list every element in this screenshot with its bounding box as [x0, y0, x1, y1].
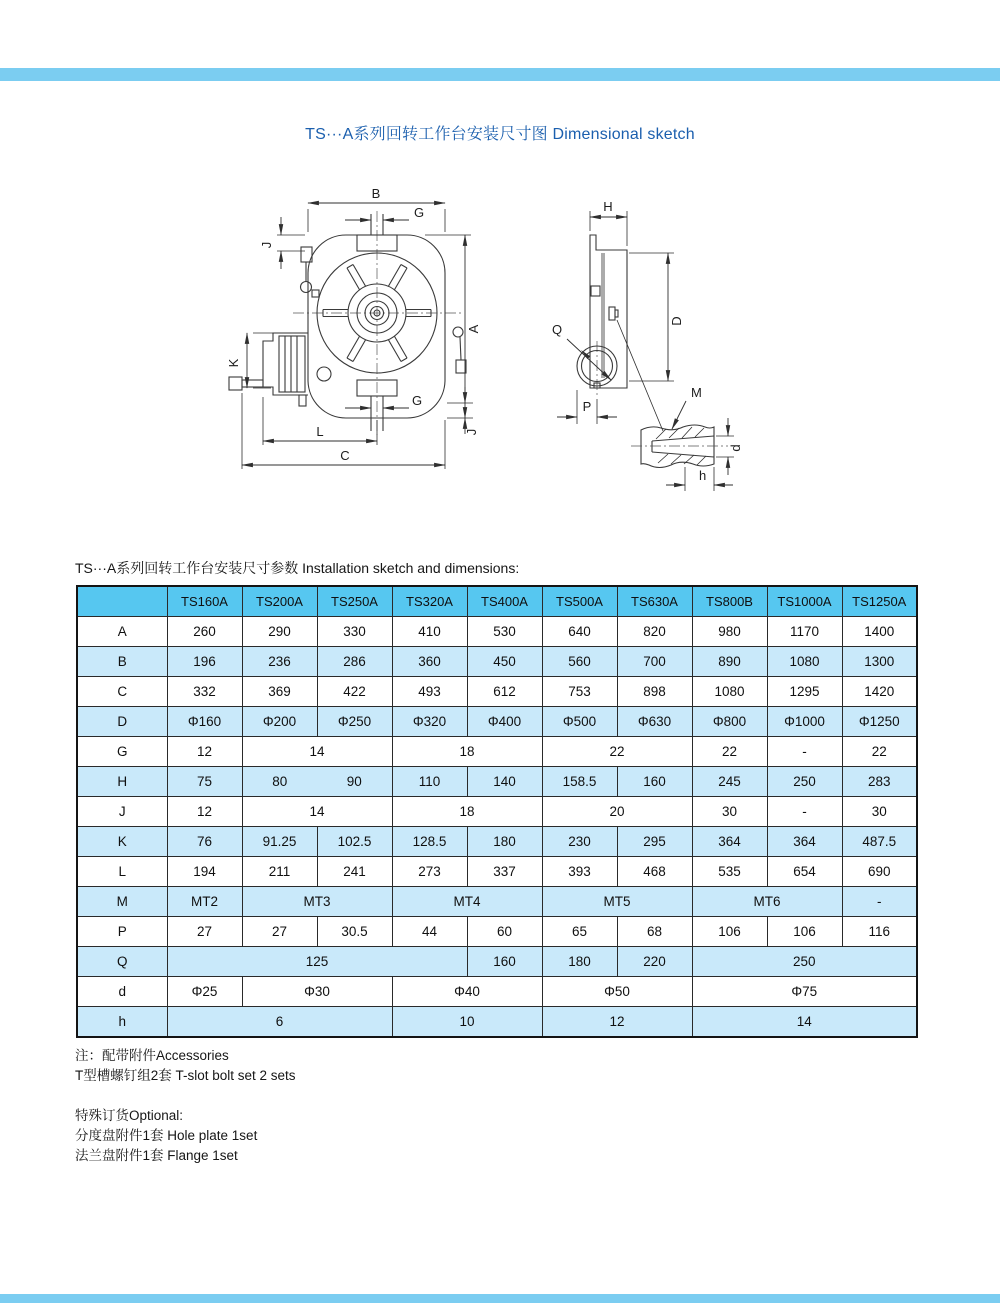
table-cell: 1420	[842, 677, 917, 707]
row-label-a: A	[77, 617, 167, 647]
row-label-p: P	[77, 917, 167, 947]
table-cell: Φ500	[542, 707, 617, 737]
table-row-a	[77, 617, 917, 647]
dim-label-c: C	[340, 448, 350, 463]
table-cell: 236	[242, 647, 317, 677]
table-row-m	[77, 887, 917, 917]
row-label-h: h	[77, 1007, 167, 1038]
table-row-l	[77, 857, 917, 887]
column-header-ts630a: TS630A	[617, 586, 692, 617]
table-cell: 640	[542, 617, 617, 647]
table-cell: 27	[242, 917, 317, 947]
table-cell: 410	[392, 617, 467, 647]
table-row-b	[77, 647, 917, 677]
table-row-q	[77, 947, 917, 977]
note-hole-plate: 分度盘附件1套 Hole plate 1set	[75, 1128, 258, 1143]
column-header-ts160a: TS160A	[167, 586, 242, 617]
table-cell: 211	[242, 857, 317, 887]
table-cell: Φ25	[167, 977, 242, 1007]
row-label-d: D	[77, 707, 167, 737]
table-cell: 110	[392, 767, 467, 797]
column-header-ts320a: TS320A	[392, 586, 467, 617]
table-cell: Φ50	[542, 977, 692, 1007]
table-cell: 820	[617, 617, 692, 647]
table-cell: 68	[617, 917, 692, 947]
row-label-c: C	[77, 677, 167, 707]
table-cell: 1080	[767, 647, 842, 677]
table-cell: 14	[242, 797, 392, 827]
table-cell: 180	[467, 827, 542, 857]
table-cell: Φ1250	[842, 707, 917, 737]
table-cell: 890	[692, 647, 767, 677]
table-cell: 422	[317, 677, 392, 707]
table-cell: 180	[542, 947, 617, 977]
table-cell: 250	[692, 947, 917, 977]
column-header-ts250a: TS250A	[317, 586, 392, 617]
column-header-ts500a: TS500A	[542, 586, 617, 617]
table-cell: 369	[242, 677, 317, 707]
dim-label-g-top: G	[414, 205, 425, 220]
table-cell: 690	[842, 857, 917, 887]
table-cell: 128.5	[392, 827, 467, 857]
table-cell: 337	[467, 857, 542, 887]
taper-detail	[631, 425, 728, 468]
table-cell: 493	[392, 677, 467, 707]
table-cell: 12	[167, 797, 242, 827]
table-cell: 332	[167, 677, 242, 707]
table-cell: 1080	[692, 677, 767, 707]
row-label-b: B	[77, 647, 167, 677]
note-flange: 法兰盘附件1套 Flange 1set	[75, 1148, 238, 1163]
table-cell: 283	[842, 767, 917, 797]
column-header-ts400a: TS400A	[467, 586, 542, 617]
table-cell: 273	[392, 857, 467, 887]
table-cell: 90	[317, 767, 392, 797]
table-cell: 22	[692, 737, 767, 767]
notes-block	[75, 1046, 296, 1166]
table-cell: 10	[392, 1007, 542, 1038]
table-cell: Φ75	[692, 977, 917, 1007]
dim-label-d-small: d	[728, 444, 743, 452]
table-cell: 30	[842, 797, 917, 827]
table-cell: Φ30	[242, 977, 392, 1007]
top-accent-bar	[0, 68, 1000, 81]
row-label-h: H	[77, 767, 167, 797]
table-cell: 27	[167, 917, 242, 947]
note-optional-title: 特殊订货Optional:	[75, 1108, 184, 1123]
table-cell: 80	[242, 767, 317, 797]
table-cell: Φ320	[392, 707, 467, 737]
table-cell: 260	[167, 617, 242, 647]
table-cell: 535	[692, 857, 767, 887]
header-row	[77, 586, 917, 617]
bottom-accent-bar	[0, 1294, 1000, 1303]
dim-label-l: L	[316, 424, 324, 439]
table-cell: 30.5	[317, 917, 392, 947]
page-title: TS···A系列回转工作台安装尺寸图 Dimensional sketch	[305, 126, 695, 143]
row-label-l: L	[77, 857, 167, 887]
table-cell: Φ800	[692, 707, 767, 737]
table-cell: 125	[167, 947, 467, 977]
table-cell: Φ160	[167, 707, 242, 737]
table-cell: 14	[692, 1007, 917, 1038]
table-cell: 12	[542, 1007, 692, 1038]
table-cell: 487.5	[842, 827, 917, 857]
table-cell: 700	[617, 647, 692, 677]
dim-label-j-top: J	[259, 241, 274, 249]
table-cell: 241	[317, 857, 392, 887]
dim-label-h-top: H	[603, 199, 613, 214]
table-cell: 194	[167, 857, 242, 887]
table-cell: 22	[842, 737, 917, 767]
right-clamp	[453, 327, 466, 373]
clamp-lever	[301, 247, 320, 297]
table-cell: Φ40	[392, 977, 542, 1007]
table-cell: Φ200	[242, 707, 317, 737]
table-cell: 364	[692, 827, 767, 857]
table-cell: 20	[542, 797, 692, 827]
table-cell: 530	[467, 617, 542, 647]
table-cell: MT6	[692, 887, 842, 917]
column-header-ts1000a: TS1000A	[767, 586, 842, 617]
table-cell: 290	[242, 617, 317, 647]
table-cell: 14	[242, 737, 392, 767]
front-view	[226, 186, 481, 469]
table-cell: 18	[392, 797, 542, 827]
dim-label-g-bottom: G	[412, 393, 423, 408]
table-row-d	[77, 707, 917, 737]
table-row-c	[77, 677, 917, 707]
row-label-m: M	[77, 887, 167, 917]
table-cell: 360	[392, 647, 467, 677]
table-cell: 898	[617, 677, 692, 707]
dim-label-q: Q	[551, 322, 563, 337]
dim-label-h-small: h	[699, 468, 707, 483]
table-cell: 1295	[767, 677, 842, 707]
table-cell: 250	[767, 767, 842, 797]
column-header-ts800b: TS800B	[692, 586, 767, 617]
dim-label-d-dia: D	[669, 316, 684, 326]
table-cell: 450	[467, 647, 542, 677]
table-cell: 44	[392, 917, 467, 947]
dim-label-p: P	[582, 399, 592, 414]
table-cell: 330	[317, 617, 392, 647]
table-cell: 140	[467, 767, 542, 797]
corner-cell	[77, 586, 167, 617]
dim-label-k: K	[226, 358, 241, 368]
table-cell: MT2	[167, 887, 242, 917]
table-cell: 116	[842, 917, 917, 947]
table-cell: 22	[542, 737, 692, 767]
table-row-g	[77, 737, 917, 767]
table-cell: 102.5	[317, 827, 392, 857]
section-heading: TS···A系列回转工作台安装尺寸参数 Installation sketch and dimensions:	[75, 560, 520, 576]
note-accessories: 注：配带附件Accessories	[75, 1048, 229, 1063]
row-label-k: K	[77, 827, 167, 857]
table-cell: 6	[167, 1007, 392, 1038]
handwheel-assembly	[229, 333, 331, 406]
table-cell: 160	[617, 767, 692, 797]
table-cell: 30	[692, 797, 767, 827]
table-cell: 364	[767, 827, 842, 857]
note-tslot-bolt-set: T型槽螺钉组2套 T-slot bolt set 2 sets	[75, 1068, 296, 1083]
side-view	[552, 199, 743, 491]
table-cell: MT4	[392, 887, 542, 917]
table-row-k	[77, 827, 917, 857]
table-cell: 393	[542, 857, 617, 887]
table-cell: 1170	[767, 617, 842, 647]
row-label-q: Q	[77, 947, 167, 977]
table-cell: -	[842, 887, 917, 917]
dim-label-a: A	[466, 324, 481, 334]
table-cell: 75	[167, 767, 242, 797]
table-cell: 295	[617, 827, 692, 857]
table-cell: 560	[542, 647, 617, 677]
table-cell: Φ1000	[767, 707, 842, 737]
table-cell: MT5	[542, 887, 692, 917]
table-cell: MT3	[242, 887, 392, 917]
dim-label-m: M	[691, 385, 702, 400]
dimensional-sketch	[225, 183, 785, 508]
table-cell: 196	[167, 647, 242, 677]
table-cell: 76	[167, 827, 242, 857]
dim-label-b: B	[371, 186, 381, 201]
table-cell: 245	[692, 767, 767, 797]
table-cell: 220	[617, 947, 692, 977]
table-cell: 18	[392, 737, 542, 767]
table-cell: 230	[542, 827, 617, 857]
table-cell: 1400	[842, 617, 917, 647]
table-cell: 158.5	[542, 767, 617, 797]
dimensions-table	[76, 585, 918, 1038]
table-cell: 106	[767, 917, 842, 947]
column-header-ts200a: TS200A	[242, 586, 317, 617]
table-cell: -	[767, 797, 842, 827]
table-cell: 12	[167, 737, 242, 767]
column-header-ts1250a: TS1250A	[842, 586, 917, 617]
table-cell: 980	[692, 617, 767, 647]
table-cell: 612	[467, 677, 542, 707]
table-cell: 753	[542, 677, 617, 707]
table-row-j	[77, 797, 917, 827]
table-cell: 91.25	[242, 827, 317, 857]
table-cell: 106	[692, 917, 767, 947]
table-cell: Φ250	[317, 707, 392, 737]
row-label-g: G	[77, 737, 167, 767]
table-row-p	[77, 917, 917, 947]
table-row-d	[77, 977, 917, 1007]
table-cell: Φ630	[617, 707, 692, 737]
table-cell: 654	[767, 857, 842, 887]
table-cell: Φ400	[467, 707, 542, 737]
row-label-j: J	[77, 797, 167, 827]
table-cell: 286	[317, 647, 392, 677]
table-row-h	[77, 1007, 917, 1038]
dim-label-j-bottom: J	[464, 428, 479, 436]
table-cell: -	[767, 737, 842, 767]
table-cell: 160	[467, 947, 542, 977]
table-row-h	[77, 767, 917, 797]
dimensional-sketch-svg	[225, 183, 785, 508]
table-cell: 65	[542, 917, 617, 947]
table-cell: 60	[467, 917, 542, 947]
table-cell: 1300	[842, 647, 917, 677]
table-cell: 468	[617, 857, 692, 887]
row-label-d: d	[77, 977, 167, 1007]
